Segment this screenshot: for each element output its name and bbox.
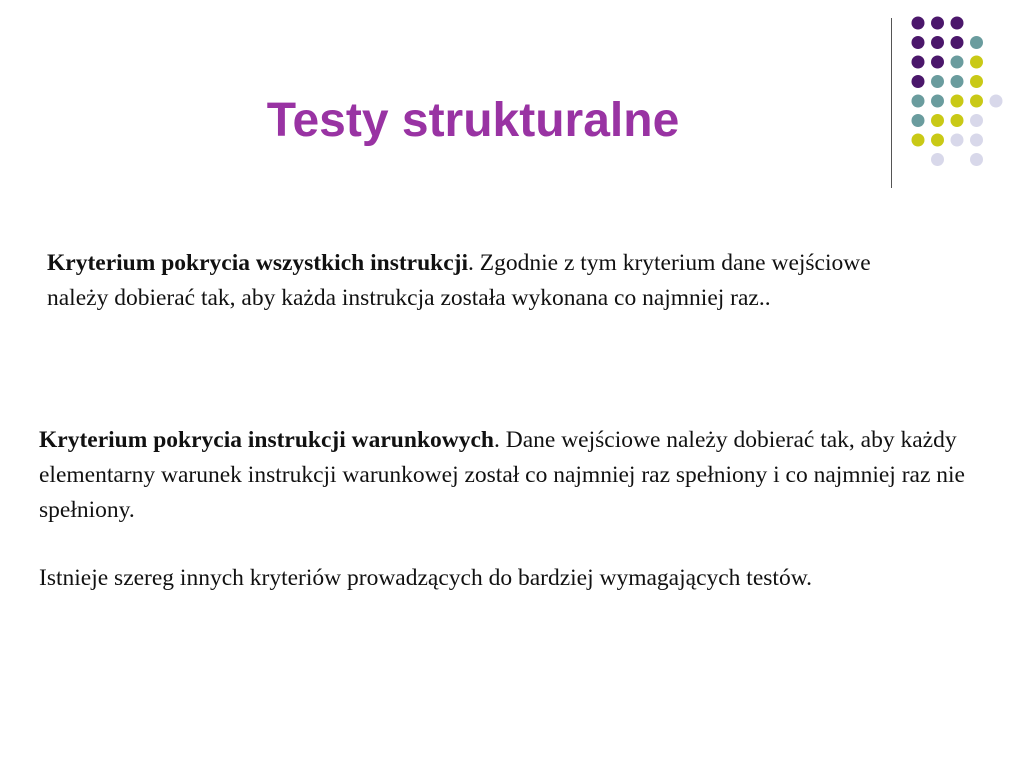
decorative-dot bbox=[951, 75, 964, 88]
decorative-dot bbox=[951, 134, 964, 147]
decorative-dot bbox=[931, 75, 944, 88]
decorative-dot bbox=[931, 56, 944, 69]
decorative-dot bbox=[951, 95, 964, 108]
decorative-dot bbox=[970, 134, 983, 147]
decorative-dot bbox=[912, 17, 925, 30]
decorative-dot bbox=[931, 36, 944, 49]
paragraph-body: Istnieje szereg innych kryteriów prowadzących do bardziej wymagających testów. bbox=[39, 565, 813, 591]
decorative-dot bbox=[912, 36, 925, 49]
decorative-dot bbox=[970, 56, 983, 69]
slide-title: Testy strukturalne bbox=[266, 94, 680, 147]
decorative-dot bbox=[931, 153, 944, 166]
paragraph-body: . Zgodnie z tym kryterium dane wejściowe należy dobierać tak, aby każda instrukcja została wykonana co najmniej raz.. bbox=[47, 250, 871, 311]
decorative-dot bbox=[951, 114, 964, 127]
decorative-dot bbox=[970, 36, 983, 49]
paragraph-heading: Kryterium pokrycia instrukcji warunkowych bbox=[39, 427, 494, 453]
decorative-dot bbox=[970, 153, 983, 166]
decorative-dot bbox=[912, 56, 925, 69]
decorative-dot bbox=[970, 95, 983, 108]
decorative-dot bbox=[951, 36, 964, 49]
paragraph-other-criteria bbox=[39, 561, 999, 596]
paragraph-instruction-coverage bbox=[47, 246, 937, 316]
decorative-dot bbox=[951, 56, 964, 69]
paragraph-body: . Dane wejściowe należy dobierać tak, aby każdy elementarny warunek instrukcji warunkowej został co najmniej raz spełniony i co najmniej raz nie spełniony. bbox=[39, 427, 965, 523]
decorative-dot bbox=[912, 75, 925, 88]
decorative-dot bbox=[990, 95, 1003, 108]
decorative-dot bbox=[931, 17, 944, 30]
decorative-dot bbox=[970, 114, 983, 127]
decorative-dot bbox=[951, 17, 964, 30]
paragraph-condition-coverage bbox=[39, 423, 999, 528]
paragraph-heading: Kryterium pokrycia wszystkich instrukcji bbox=[47, 250, 469, 276]
decorative-dot bbox=[970, 75, 983, 88]
